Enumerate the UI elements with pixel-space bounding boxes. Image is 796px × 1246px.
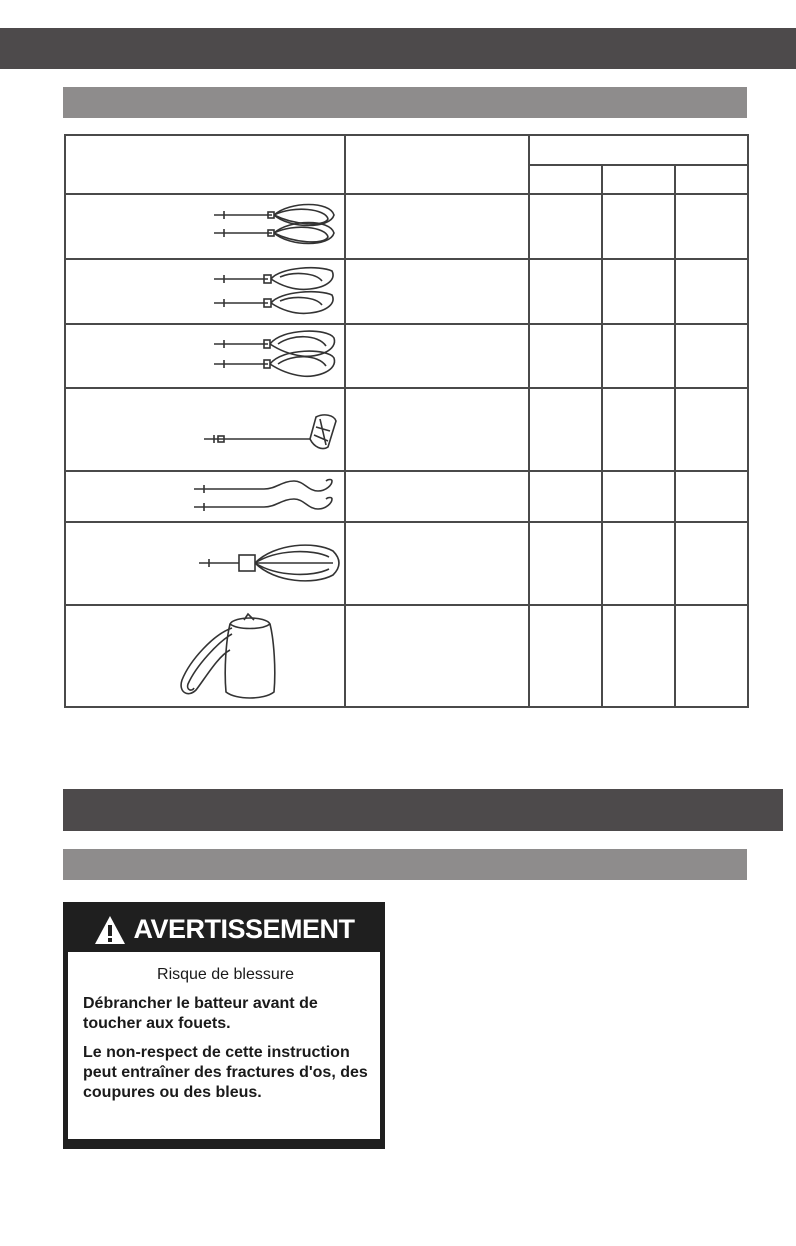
warning-title: AVERTISSEMENT xyxy=(133,914,355,944)
accessory-cell xyxy=(65,259,345,324)
section-bar-accessories xyxy=(63,87,747,118)
accessory-cell xyxy=(65,605,345,707)
warning-consequence: Le non-respect de cette instruction peut entraîner des fractures d'os, des coupures ou des bleus. xyxy=(83,1044,368,1101)
warning-risk: Risque de blessure xyxy=(157,966,294,983)
table-row xyxy=(65,471,748,522)
table-row xyxy=(65,194,748,259)
warning-instruction: Débrancher le batteur avant de toucher aux fouets. xyxy=(83,995,318,1032)
warning-box xyxy=(63,902,385,1149)
accessory-cell xyxy=(65,388,345,471)
accessory-cell xyxy=(65,324,345,388)
warning-header xyxy=(68,907,380,952)
table-row xyxy=(65,522,748,605)
warning-body xyxy=(68,952,380,1139)
blending-rod-icon xyxy=(200,405,340,455)
table-row xyxy=(65,605,748,707)
table-row xyxy=(65,324,748,388)
header-cell-description xyxy=(345,135,529,194)
header-subcell xyxy=(675,165,748,194)
storage-bag-icon xyxy=(174,610,304,702)
whisk-icon xyxy=(195,539,340,589)
accessory-cell xyxy=(65,194,345,259)
accessory-cell xyxy=(65,522,345,605)
table-row xyxy=(65,259,748,324)
turbo-beaters-icon xyxy=(210,201,340,253)
accessory-cell xyxy=(65,471,345,522)
large-beaters-icon xyxy=(210,328,340,384)
accessories-table xyxy=(64,134,749,708)
section-bar-usage xyxy=(63,849,747,880)
table-row xyxy=(65,388,748,471)
page-header-bar xyxy=(0,28,796,69)
header-subcell xyxy=(602,165,675,194)
warning-triangle-icon xyxy=(93,914,127,946)
header-cell-group xyxy=(529,135,748,165)
pastry-beaters-icon xyxy=(210,265,340,319)
header-subcell xyxy=(529,165,602,194)
dough-hooks-icon xyxy=(190,477,340,517)
header-cell-accessory xyxy=(65,135,345,194)
section-header-bar xyxy=(63,789,783,831)
